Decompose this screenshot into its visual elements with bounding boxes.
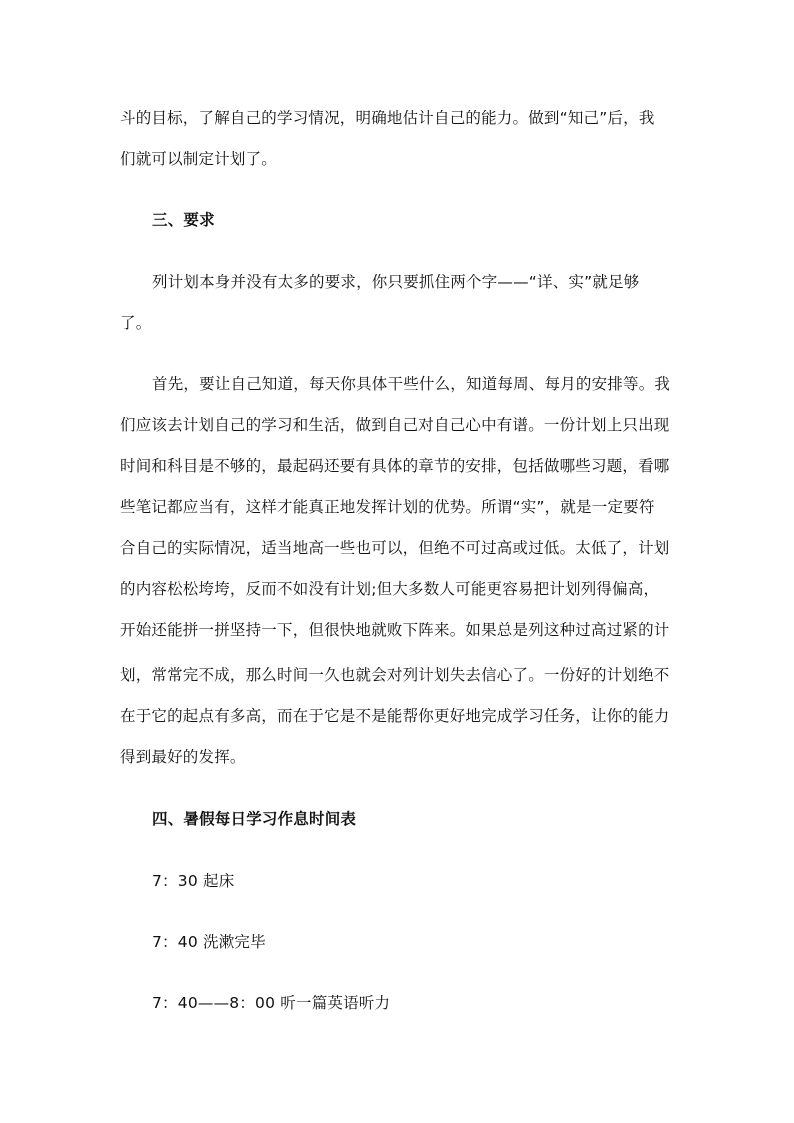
paragraph-line: 们就可以制定计划了。 — [120, 150, 278, 168]
paragraph-line: 得到最好的发挥。 — [120, 748, 246, 766]
schedule-entry: 7：40 洗漱完毕 — [152, 933, 266, 951]
section-heading: 四、暑假每日学习作息时间表 — [152, 810, 357, 828]
schedule-entry: 7：30 起床 — [152, 872, 235, 890]
paragraph-line: 在于它的起点有多高，而在于它是不是能帮你更好地完成学习任务，让你的能力 — [120, 707, 670, 725]
section-heading: 三、要求 — [152, 211, 215, 229]
paragraph-line: 首先，要让自己知道，每天你具体干些什么，知道每周、每月的安排等。我 — [152, 375, 671, 393]
paragraph-line: 合自己的实际情况，适当地高一些也可以，但绝不可过高或过低。太低了，计划 — [120, 539, 670, 557]
schedule-entry: 7：40——8：00 听一篇英语听力 — [152, 994, 391, 1012]
paragraph-line: 些笔记都应当有，这样才能真正地发挥计划的优势。所谓“实”，就是一定要符 — [120, 498, 655, 516]
paragraph-line: 划，常常完不成，那么时间一久也就会对列计划失去信心了。一份好的计划绝不 — [120, 666, 670, 684]
paragraph-line: 了。 — [120, 314, 152, 332]
paragraph-line: 开始还能拼一拼坚持一下，但很快地就败下阵来。如果总是列这种过高过紧的计 — [120, 621, 670, 639]
paragraph-line: 时间和科目是不够的，最起码还要有具体的章节的安排，包括做哪些习题，看哪 — [120, 457, 670, 475]
paragraph-line: 的内容松松垮垮，反而不如没有计划;但大多数人可能更容易把计划列得偏高， — [120, 580, 660, 598]
paragraph-line: 斗的目标，了解自己的学习情况，明确地估计自己的能力。做到“知己”后，我 — [120, 109, 655, 127]
paragraph-line: 列计划本身并没有太多的要求，你只要抓住两个字——“详、实”就足够 — [152, 273, 640, 291]
paragraph-line: 们应该去计划自己的学习和生活，做到自己对自己心中有谱。一份计划上只出现 — [120, 416, 670, 434]
